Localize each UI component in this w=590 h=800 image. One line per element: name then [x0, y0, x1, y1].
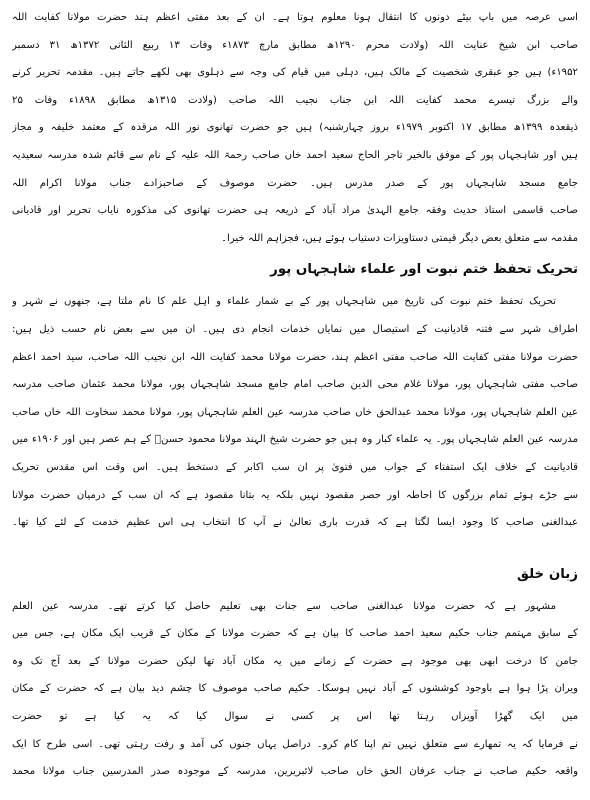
- text-line: مشہور ہے کہ حضرت مولانا عبدالغنی صاحب سے جنات بھی تعلیم حاصل کیا کرتے تھے۔ مدرسہ عین العلم: [12, 600, 556, 612]
- text-line: جامن کا درخت ابھی بھی موجود ہے حضرت کے زمانے میں یہ مکان آباد تھا لیکن حضرت مولانا کے بعد آج تک وہ: [12, 655, 578, 667]
- text-line: واقعہ حکیم صاحب نے جناب عرفان الحق خاں صاحب لائبریرین، مدرسہ کے موجودہ صدر المدرسین جناب مولانا محمد: [12, 766, 578, 778]
- text-line: عبدالغنی صاحب کا وجود ایسا لگتا ہے کہ قدرت باری تعالیٰ نے آپ کا انتخاب ہی اس عظیم خدمت کے لئے کیا تھا۔: [12, 517, 578, 529]
- intro-paragraph: [12, 4, 578, 252]
- text-line: صاحب قاسمی استاذ حدیث وفقہ جامع الہدیٰ مراد آباد کے ذریعہ ہی حضرت تھانوی کی مذکورہ نایاب تحریر اور قادیانی: [12, 205, 578, 217]
- text-line: میں ایک گھڑا آویزاں رہتا تھا اس پر کسی نے سوال کیا کہ یہ کیا ہے تو حضرت: [12, 711, 578, 723]
- text-line: اسی عرصہ میں باپ بیٹے دونوں کا انتقال ہونا معلوم ہوتا ہے۔ ان کے بعد مفتی اعظم ہند حضرت مولانا کفایت اللہ: [12, 12, 578, 23]
- text-line: کے سابق مہتمم جناب حکیم سعید احمد صاحب کا بیان ہے کہ حضرت مولانا کے مکان کے قریب ایک مکان ہے، جس میں: [12, 628, 578, 640]
- text-line: نے فرمایا کہ یہ تمھارے سے متعلق نہیں تم اپنا کام کرو۔ دراصل یہاں جنوں کی آمد و رفت رہتی تھی۔ اسی طرح کا ایک: [12, 738, 578, 750]
- zaban-e-khalq-paragraph: [12, 593, 578, 786]
- text-line: والے بزرگ تیسرے محمد کفایت اللہ ابن جناب نجیب اللہ صاحب (ولادت ۱۳۱۵ھ مطابق ۱۸۹۸ء وفات ۲۵: [12, 94, 578, 106]
- text-line: تحریک تحفظ ختم نبوت کی تاریخ میں شاہجہاں پور کے بے شمار علماء و اہل علم کا نام ملتا ہے، جنھوں نے شہر و: [12, 296, 556, 308]
- section-heading: زبان خلق: [517, 566, 578, 582]
- text-line: ۱۹۵۲ء) ہیں جو عبقری شخصیت کے مالک ہیں، دہلی میں قیام کی وجہ سے دہلوی بھی لکھے جاتے ہیں۔ مقدمہ تحریر کرنے: [12, 67, 578, 79]
- text-line: مدرسہ عین العلم شاہجہاں پور۔ یہ علماء کبار وہ ہیں جو حضرت شیخ الہند مولانا محمود حسنؒ کے ہم عصر ہیں اور ۱۹۰۶ء میں: [12, 434, 578, 446]
- text-line: سے جڑے ہوئے تمام بزرگوں کا احاطہ اور حصر مقصود نہیں بلکہ یہ بتانا مقصود ہے کہ ان سب کے درمیان حضرت مولانا: [12, 489, 578, 501]
- text-line: ویران پڑا ہوا ہے باوجود کوششوں کے آباد نہیں ہوسکا۔ حکیم صاحب موصوف کا چشم دید بیان ہے کہ حضرت کے مکان: [12, 683, 578, 695]
- text-line: مقدمہ سے متعلق بعض دیگر قیمتی دستاویزات دستیاب ہوئے ہیں، فجزاہم اللہ خیرا۔: [221, 232, 578, 244]
- text-line: حضرت مولانا مفتی کفایت اللہ صاحب مفتی اعظم ہند، حضرت مولانا محمد کفایت اللہ ابن نجیب اللہ صاحب، سید احمد اعظم: [12, 351, 578, 363]
- text-line: اطراف شہر سے فتنہ قادیانیت کے استیصال میں نمایاں خدمات انجام دی ہیں۔ ان میں سے بعض نام حسب ذیل ہیں:: [12, 323, 578, 335]
- section-heading: تحریک تحفظ ختم نبوت اور علماء شاہجہاں پور: [270, 262, 578, 278]
- text-line: ہیں اور شاہجہاں پور کے موفق بالخیر تاجر الحاج سعید احمد خاں صاحب رحمۃ اللہ علیہ کے نام سے قائم شدہ مدرسہ سعیدیہ: [12, 149, 578, 161]
- text-line: ذیقعدہ ۱۳۹۹ھ مطابق ۱۷ اکتوبر ۱۹۷۹ء بروز چہارشنبہ) ہیں جو حضرت تھانوی نور اللہ مرقدہ کے معتمد خلیفہ و مجاز: [12, 122, 578, 134]
- text-line: جامع مسجد شاہجہاں پور کے صدر مدرس ہیں۔ حضرت موصوف کے صاحبزادے جناب مولانا اکرام اللہ: [12, 177, 578, 189]
- text-line: قادیانیت کے خلاف ایک استفتاء کے جواب میں فتویٰ پر ان سب اکابر کے دستخط ہیں۔ اس وقت اس مقدس تحریک: [12, 461, 578, 473]
- khatm-e-nubuwwat-paragraph: [12, 288, 578, 536]
- text-line: صاحب مفتی شاہجہاں پور، مولانا غلام محی الدین صاحب امام جامع مسجد شاہجہاں پور، مولانا محمد عثمان صاحب مدرسہ: [12, 379, 578, 391]
- text-line: صاحب ابن شیخ عنایت اللہ (ولادت محرم ۱۲۹۰ھ مطابق مارچ ۱۸۷۳ء وفات ۱۳ ربیع الثانی ۱۳۷۲ھ ۳۱ دسمبر: [12, 39, 578, 51]
- text-line: عین العلم شاہجہاں پور، مولانا محمد عبدالحق خاں صاحب مدرسہ عین العلم شاہجہاں پور، مولانا محمد سخاوت اللہ خاں صاحب: [12, 406, 578, 418]
